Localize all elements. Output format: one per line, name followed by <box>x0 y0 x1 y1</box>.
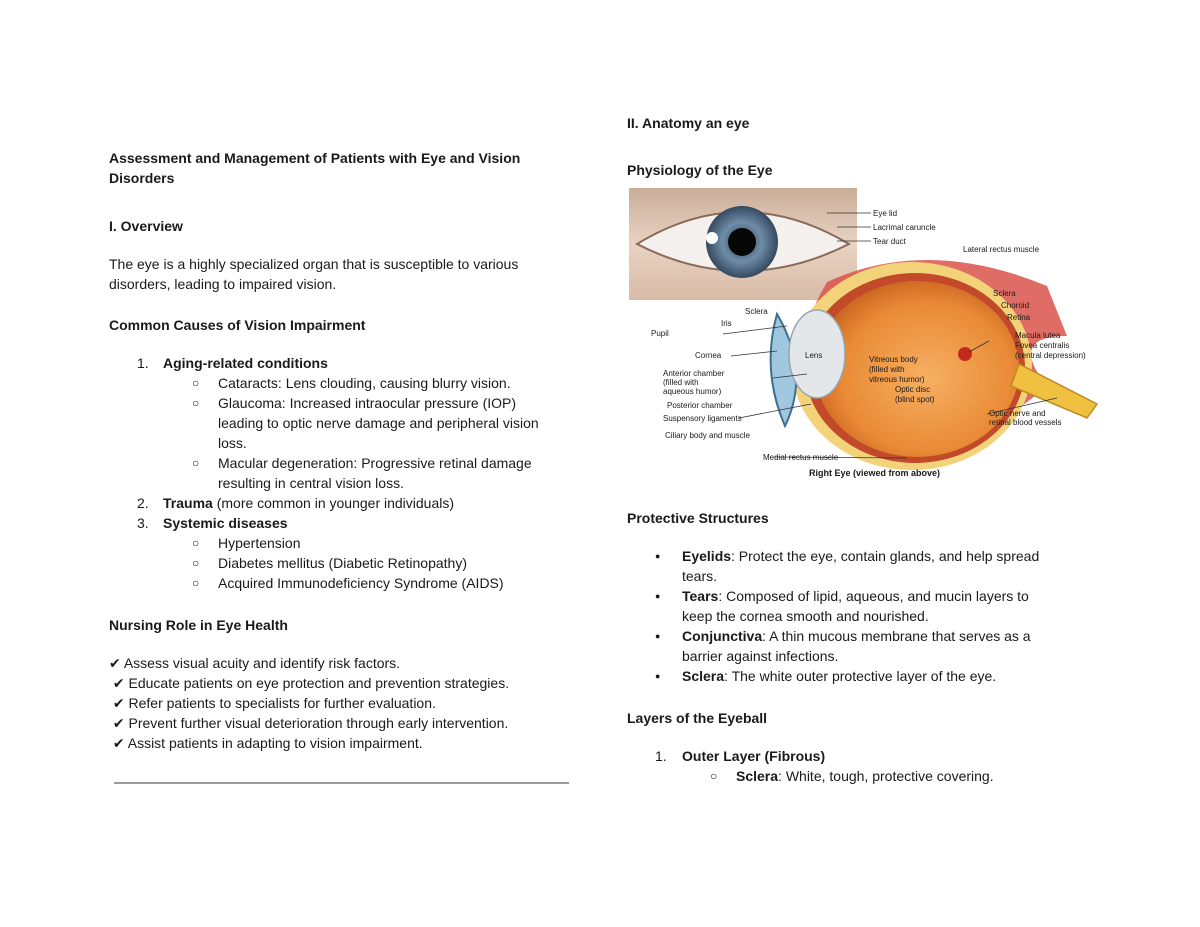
physiology-heading: Physiology of the Eye <box>627 162 773 178</box>
conjunctiva-line1 <box>682 626 1031 646</box>
causes-heading: Common Causes of Vision Impairment <box>109 317 366 333</box>
circle-bullet: ○ <box>710 769 718 783</box>
label-tear-duct: Tear duct <box>873 237 906 246</box>
label-suspensory: Suspensory ligaments <box>663 414 742 423</box>
nursing-item: ✔ Prevent further visual deterioration through early intervention. <box>109 715 509 731</box>
list-number: 1. <box>655 748 667 764</box>
conjunctiva-rest: : A thin mucous membrane that serves as a <box>762 628 1031 644</box>
label-lateral-rectus: Lateral rectus muscle <box>963 245 1040 254</box>
eyelids-rest: : Protect the eye, contain glands, and help spread <box>731 548 1040 564</box>
label-central-depression: (central depression) <box>1015 351 1086 360</box>
trauma-rest: (more common in younger individuals) <box>212 495 455 511</box>
overview-text-line2: disorders, leading to impaired vision. <box>109 276 337 292</box>
label-fovea-centralis: Fovea centralis <box>1015 341 1070 350</box>
label-optic-disc-l2: (blind spot) <box>895 395 935 404</box>
circle-bullet: ○ <box>192 576 200 590</box>
tears-bold: Tears <box>682 588 719 604</box>
list-number: 2. <box>137 495 149 511</box>
label-optic-disc-l1: Optic disc <box>895 385 931 394</box>
label-lacrimal-caruncle: Lacrimal caruncle <box>873 223 936 232</box>
layers-sclera-bold: Sclera <box>736 768 779 784</box>
glaucoma-text-line2: leading to optic nerve damage and peripheral vision <box>218 415 539 431</box>
label-vitreous-l3: vitreous humor) <box>869 375 925 384</box>
layers-heading: Layers of the Eyeball <box>627 710 768 726</box>
label-ciliary: Ciliary body and muscle <box>665 431 750 440</box>
dot-bullet: ● <box>655 671 661 681</box>
circle-bullet: ○ <box>192 396 200 410</box>
circle-bullet: ○ <box>192 456 200 470</box>
label-vitreous-l1: Vitreous body <box>869 355 918 364</box>
document-title-line2: Disorders <box>109 170 175 186</box>
nursing-item: ✔ Educate patients on eye protection and prevention strategies. <box>109 675 510 691</box>
label-lens: Lens <box>805 351 823 360</box>
overview-text-line1: The eye is a highly specialized organ that is susceptible to various <box>109 256 519 272</box>
circle-bullet: ○ <box>192 556 200 570</box>
label-cornea: Cornea <box>695 351 722 360</box>
document-title-line1: Assessment and Management of Patients with Eye and Vision <box>109 150 521 166</box>
trauma-bold: Trauma <box>163 495 213 511</box>
eyelids-line1 <box>682 546 1039 566</box>
diagram-caption: Right Eye (viewed from above) <box>809 468 941 478</box>
circle-bullet: ○ <box>192 536 200 550</box>
label-iris: Iris <box>721 319 732 328</box>
sclera-line <box>682 666 996 686</box>
cause-systemic: Systemic diseases <box>163 515 288 531</box>
cataracts-text: Cataracts: Lens clouding, causing blurry vision. <box>218 375 511 391</box>
nursing-item: ✔ Assess visual acuity and identify risk factors. <box>109 655 401 671</box>
diabetes-text: Diabetes mellitus (Diabetic Retinopathy) <box>218 555 467 571</box>
list-number: 1. <box>137 355 149 371</box>
cause-aging: Aging-related conditions <box>163 355 328 371</box>
glaucoma-text-line1: Glaucoma: Increased intraocular pressure (IOP) <box>218 395 517 411</box>
label-anterior-l3: aqueous humor) <box>663 387 722 396</box>
label-sclera-top: Sclera <box>745 307 768 316</box>
conjunctiva-line2: barrier against infections. <box>682 648 839 664</box>
list-number: 3. <box>137 515 149 531</box>
label-medial-rectus: Medial rectus muscle <box>763 453 839 462</box>
vitreous-body-shape <box>815 281 1019 457</box>
eye-photo-highlight <box>706 232 718 244</box>
nursing-item: ✔ Refer patients to specialists for further evaluation. <box>109 695 436 711</box>
overview-heading: I. Overview <box>109 218 183 234</box>
label-pupil: Pupil <box>651 329 669 338</box>
label-posterior-chamber: Posterior chamber <box>667 401 733 410</box>
label-vitreous-l2: (filled with <box>869 365 905 374</box>
dot-bullet: ● <box>655 551 661 561</box>
label-macula-lutea: Macula lutea <box>1015 331 1061 340</box>
eye-anatomy-diagram <box>627 186 1107 482</box>
macular-text-line1: Macular degeneration: Progressive retinal damage <box>218 455 532 471</box>
dot-bullet: ● <box>655 591 661 601</box>
label-sclera-right: Sclera <box>993 289 1016 298</box>
nursing-item: ✔ Assist patients in adapting to vision impairment. <box>109 735 423 751</box>
label-retina: Retina <box>1007 313 1031 322</box>
anatomy-heading: II. Anatomy an eye <box>627 115 750 131</box>
horizontal-divider <box>114 782 569 784</box>
protective-heading: Protective Structures <box>627 510 769 526</box>
macula-shape <box>958 347 972 361</box>
label-eye-lid: Eye lid <box>873 209 898 218</box>
tears-rest: : Composed of lipid, aqueous, and mucin layers to <box>718 588 1029 604</box>
conjunctiva-bold: Conjunctiva <box>682 628 763 644</box>
sclera-bold: Sclera <box>682 668 725 684</box>
tears-line1 <box>682 586 1029 606</box>
aids-text: Acquired Immunodeficiency Syndrome (AIDS) <box>218 575 504 591</box>
cause-trauma <box>163 493 454 513</box>
label-anterior-l1: Anterior chamber <box>663 369 725 378</box>
label-choroid: Choroid <box>1001 301 1030 310</box>
macular-text-line2: resulting in central vision loss. <box>218 475 404 491</box>
nursing-heading: Nursing Role in Eye Health <box>109 617 288 633</box>
label-optic-nerve-l1: Optic nerve and <box>989 409 1046 418</box>
label-anterior-l2: (filled with <box>663 378 699 387</box>
label-optic-nerve-l2: retinal blood vessels <box>989 418 1062 427</box>
dot-bullet: ● <box>655 631 661 641</box>
tears-line2: keep the cornea smooth and nourished. <box>682 608 929 624</box>
eye-photo-pupil <box>728 228 756 256</box>
circle-bullet: ○ <box>192 376 200 390</box>
hypertension-text: Hypertension <box>218 535 301 551</box>
layers-sclera-line <box>736 766 994 786</box>
eyelids-line2: tears. <box>682 568 718 584</box>
sclera-rest: : The white outer protective layer of the eye. <box>724 668 997 684</box>
outer-layer: Outer Layer (Fibrous) <box>682 748 826 764</box>
glaucoma-text-line3: loss. <box>218 435 247 451</box>
eyelids-bold: Eyelids <box>682 548 732 564</box>
layers-sclera-rest: : White, tough, protective covering. <box>778 768 994 784</box>
